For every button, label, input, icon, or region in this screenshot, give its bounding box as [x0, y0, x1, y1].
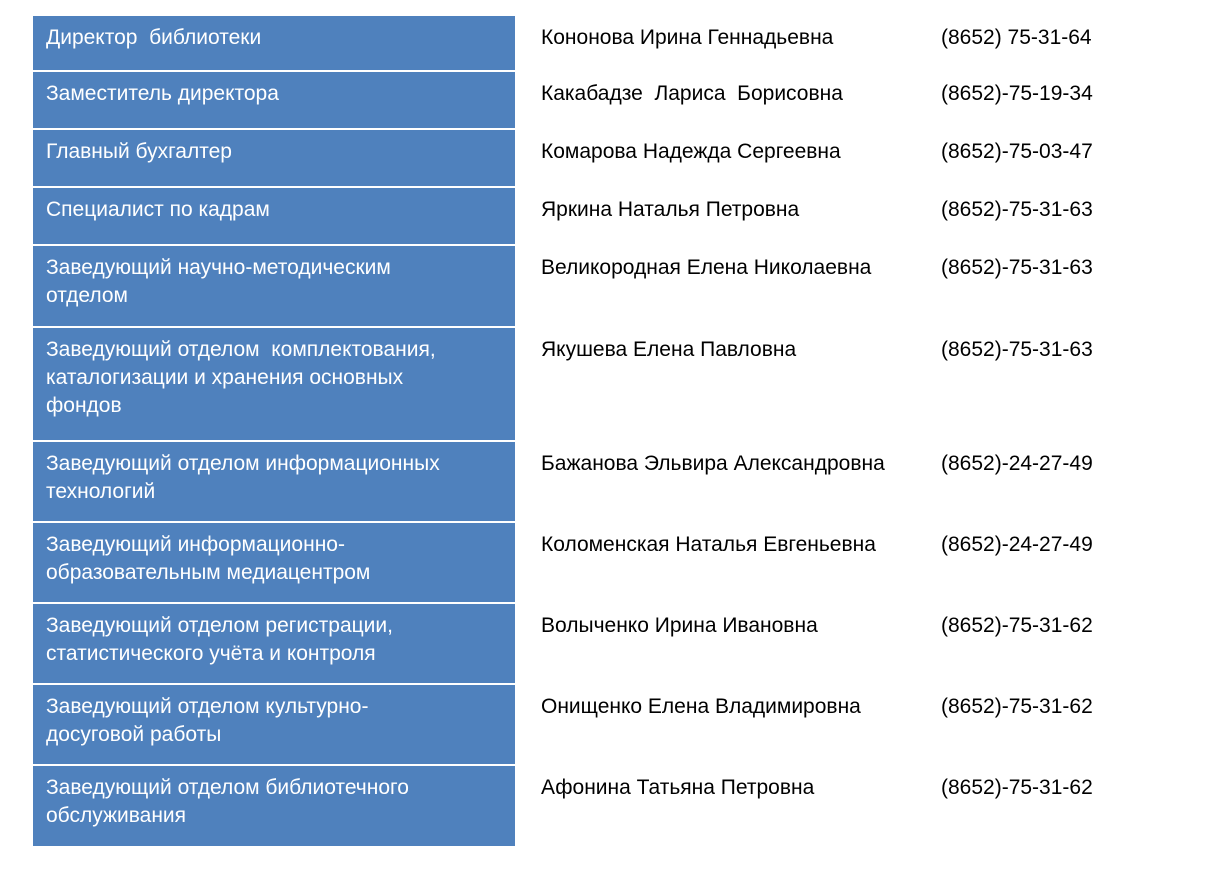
position-cell: Заведующий отделом регистрации, статистического учёта и контроля — [33, 604, 515, 683]
contact-row — [33, 766, 1183, 846]
name-cell: Яркина Наталья Петровна — [541, 198, 800, 221]
name-cell: Якушева Елена Павловна — [541, 338, 797, 361]
phone-cell: (8652) 75-31-64 — [941, 26, 1092, 49]
position-cell: Заведующий научно-методическим отделом — [33, 246, 515, 326]
position-cell: Заведующий отделом библиотечного обслуживания — [33, 766, 515, 846]
position-cell: Заведующий отделом культурно- досуговой работы — [33, 685, 515, 764]
name-cell: Бажанова Эльвира Александровна — [541, 452, 885, 475]
name-cell: Афонина Татьяна Петровна — [541, 776, 815, 799]
position-cell: Заведующий отделом комплектования, каталогизации и хранения основных фондов — [33, 328, 515, 440]
phone-cell: (8652)-75-19-34 — [941, 82, 1093, 105]
position-cell: Главный бухгалтер — [33, 130, 515, 186]
contact-row — [33, 246, 1183, 328]
phone-cell: (8652)-75-31-62 — [941, 614, 1093, 637]
contact-row — [33, 523, 1183, 604]
phone-cell: (8652)-75-31-63 — [941, 198, 1093, 221]
contact-row — [33, 442, 1183, 523]
name-cell: Онищенко Елена Владимировна — [541, 695, 861, 718]
position-cell: Заведующий информационно- образовательным медиацентром — [33, 523, 515, 602]
contact-row — [33, 72, 1183, 130]
contact-row — [33, 604, 1183, 685]
name-cell: Волыченко Ирина Ивановна — [541, 614, 818, 637]
phone-cell: (8652)-24-27-49 — [941, 533, 1093, 556]
phone-cell: (8652)-75-03-47 — [941, 140, 1093, 163]
name-cell: Комарова Надежда Сергеевна — [541, 140, 841, 163]
name-cell: Великородная Елена Николаевна — [541, 256, 872, 279]
phone-cell: (8652)-75-31-63 — [941, 256, 1093, 279]
position-cell: Директор библиотеки — [33, 16, 515, 70]
contact-row — [33, 188, 1183, 246]
position-cell: Заместитель директора — [33, 72, 515, 128]
phone-cell: (8652)-24-27-49 — [941, 452, 1093, 475]
name-cell: Кононова Ирина Геннадьевна — [541, 26, 834, 49]
name-cell: Коломенская Наталья Евгеньевна — [541, 533, 876, 556]
contact-row — [33, 328, 1183, 442]
contact-row — [33, 685, 1183, 766]
contact-row — [33, 130, 1183, 188]
phone-cell: (8652)-75-31-62 — [941, 695, 1093, 718]
position-cell: Заведующий отделом информационных технологий — [33, 442, 515, 521]
position-cell: Специалист по кадрам — [33, 188, 515, 244]
phone-cell: (8652)-75-31-62 — [941, 776, 1093, 799]
contacts-table — [33, 16, 1183, 846]
name-cell: Какабадзе Лариса Борисовна — [541, 82, 843, 105]
phone-cell: (8652)-75-31-63 — [941, 338, 1093, 361]
contact-row — [33, 16, 1183, 72]
